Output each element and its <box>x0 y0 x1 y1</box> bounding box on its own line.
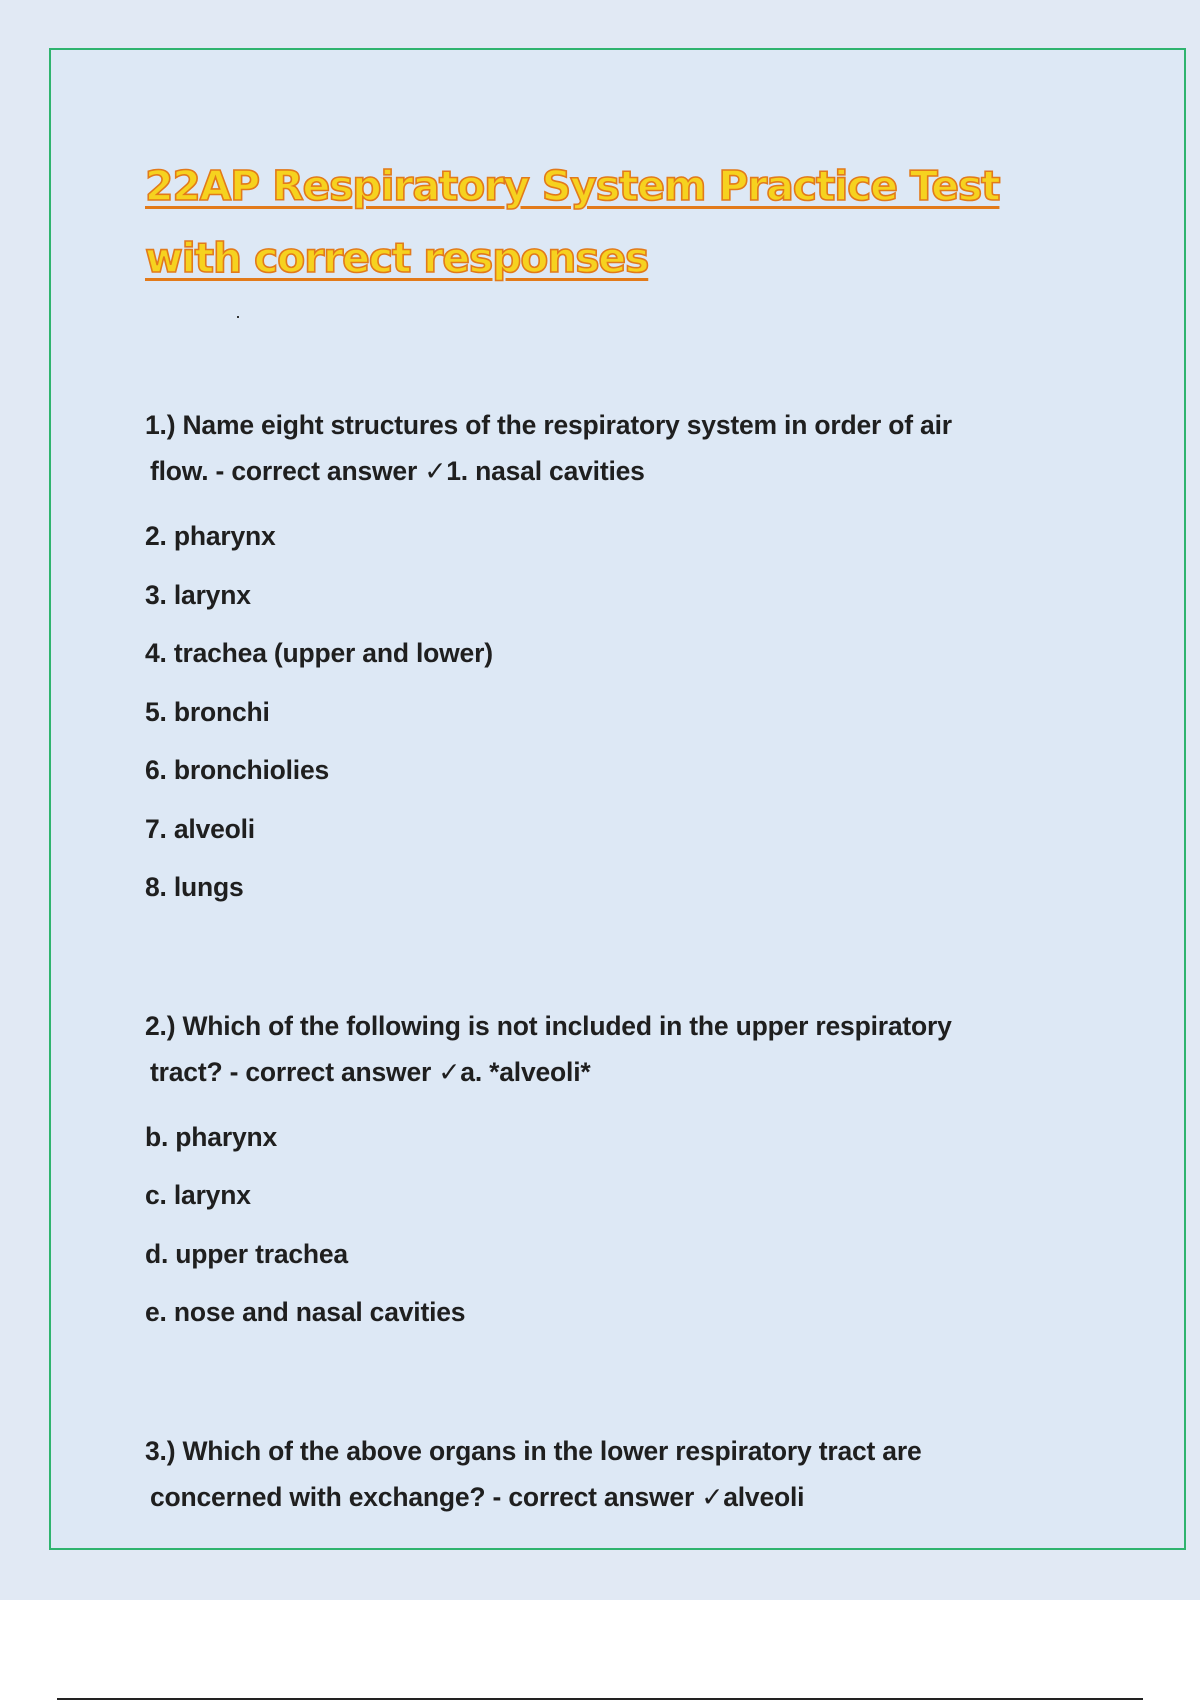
check-mark-icon: ✓ <box>438 1056 461 1088</box>
answer-item: 5. bronchi <box>145 696 270 727</box>
answer-item: 7. alveoli <box>145 813 255 844</box>
check-mark-icon: ✓ <box>424 456 447 487</box>
answer-item: 4. trachea (upper and lower) <box>145 638 493 668</box>
question-line-1: 3.) Which of the above organs in the lower respiratory tract are <box>145 1435 922 1466</box>
question-line-1: 2.) Which of the following is not included in the upper respiratory <box>145 1010 952 1041</box>
question-line-2 <box>145 448 1065 495</box>
answer-item: 6. bronchiolies <box>145 755 330 785</box>
answer-prefix: concerned with exchange? - correct answer <box>150 1481 702 1512</box>
answer-option: b. pharynx <box>145 1121 278 1152</box>
stray-dot <box>237 316 239 318</box>
answer-text: alveoli <box>723 1481 805 1512</box>
answer-option: e. nose and nasal cavities <box>145 1297 466 1327</box>
question-text <box>145 1003 1065 1096</box>
document-title: 22AP Respiratory System Practice Test with correct responses <box>145 162 1000 282</box>
question-3 <box>145 1428 1065 1521</box>
answer-item: 8. lungs <box>145 872 244 902</box>
answer-prefix: tract? - correct answer <box>150 1056 439 1087</box>
question-line-2 <box>145 1049 1065 1096</box>
document-content <box>145 150 1065 1521</box>
answer-item: 3. larynx <box>145 579 251 610</box>
question-text <box>145 402 1065 495</box>
answer-item: 2. pharynx <box>145 521 276 551</box>
question-line-2 <box>145 1474 1065 1521</box>
question-2 <box>145 1003 1065 1342</box>
question-text <box>145 1428 1065 1521</box>
answer-text: a. *alveoli* <box>460 1056 591 1087</box>
question-1 <box>145 402 1065 917</box>
check-mark-icon: ✓ <box>701 1481 724 1513</box>
answer-option: c. larynx <box>145 1180 251 1210</box>
answer-prefix: flow. - correct answer <box>150 456 425 486</box>
answer-text: 1. nasal cavities <box>446 456 645 486</box>
question-line-1: 1.) Name eight structures of the respiratory system in order of air <box>145 410 952 440</box>
answer-option: d. upper trachea <box>145 1238 348 1269</box>
